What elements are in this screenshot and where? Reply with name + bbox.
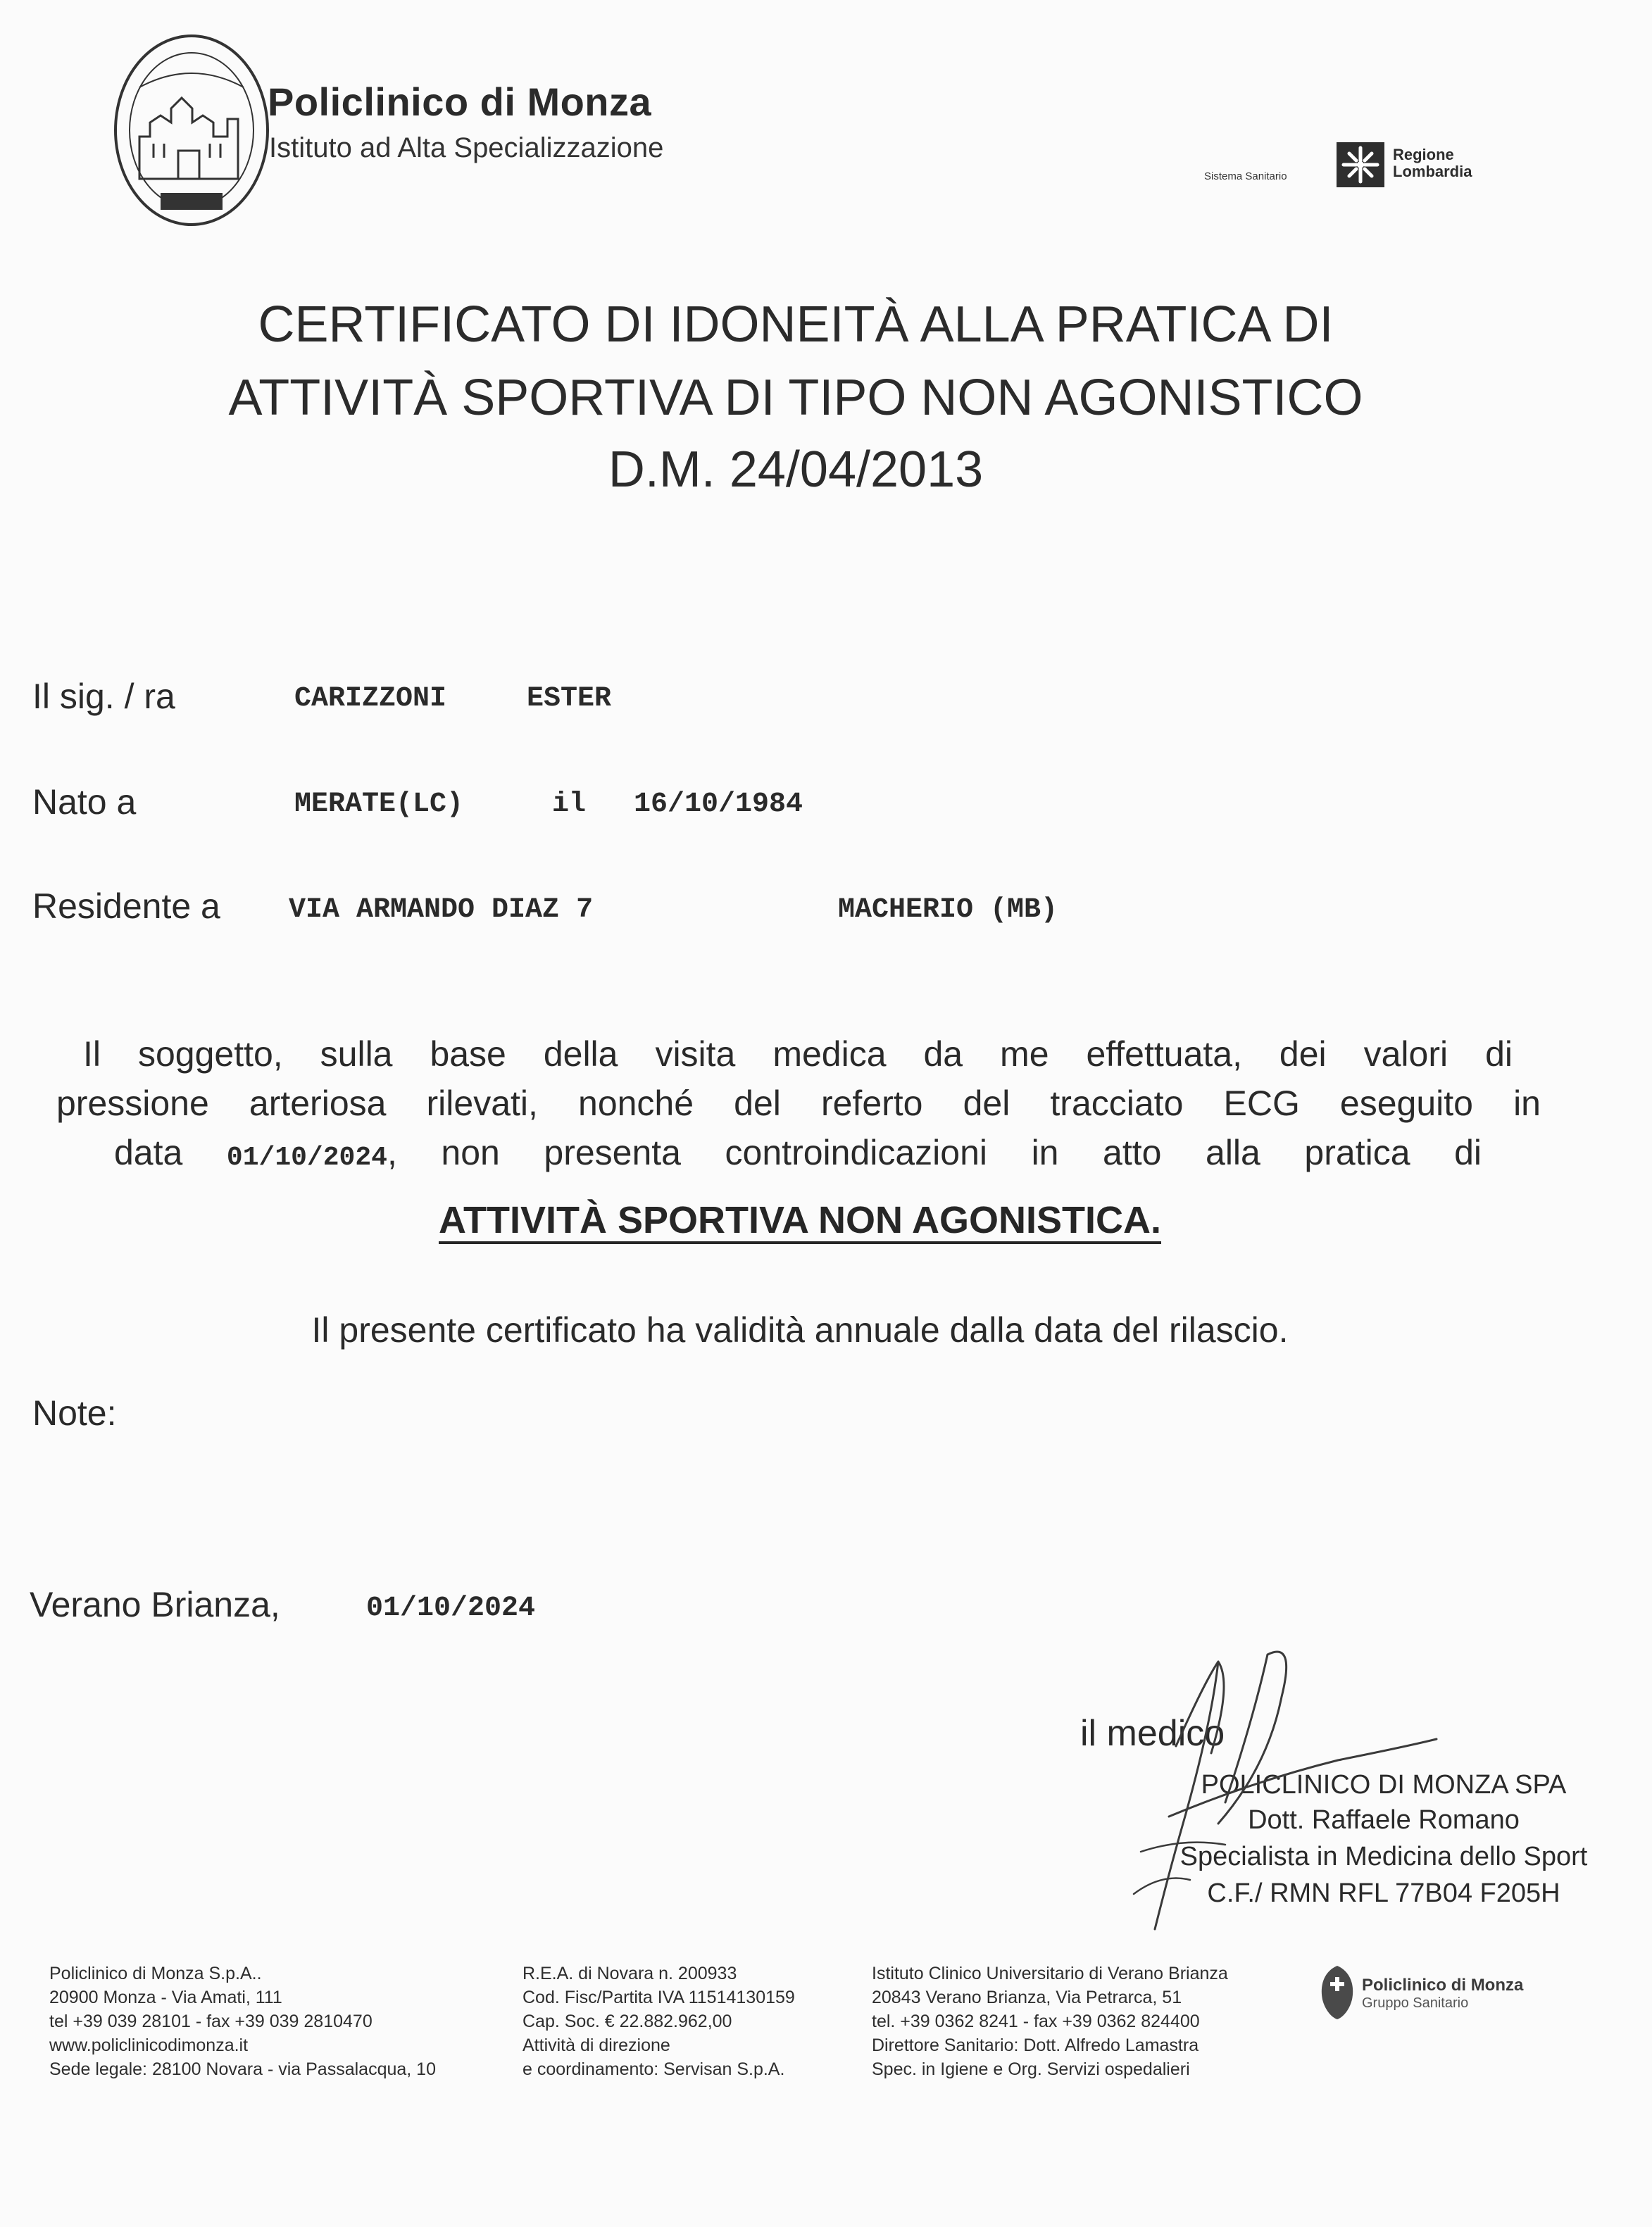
footer-line: Spec. in Igiene e Org. Servizi ospedalieri bbox=[872, 2059, 1190, 2079]
statement-line2: pressione arteriosa rilevati, nonché del referto del tracciato ECG eseguito in bbox=[56, 1084, 1541, 1123]
region-name-line1: Regione bbox=[1393, 146, 1454, 163]
group-logo bbox=[1317, 1957, 1556, 2028]
residence-city: MACHERIO (MB) bbox=[838, 894, 1058, 926]
footer-company-info bbox=[49, 1962, 436, 2081]
certificate-title-line1: CERTIFICATO DI IDONEITÀ ALLA PRATICA DI bbox=[258, 296, 1334, 353]
birth-label: Nato a bbox=[32, 782, 137, 822]
name-label: Il sig. / ra bbox=[32, 677, 175, 716]
activity-type: ATTIVITÀ SPORTIVA NON AGONISTICA. bbox=[439, 1199, 1161, 1241]
residence-label: Residente a bbox=[32, 886, 220, 926]
certificate-title-line2: ATTIVITÀ SPORTIVA DI TIPO NON AGONISTICO bbox=[228, 370, 1363, 426]
footer-line: tel +39 039 28101 - fax +39 039 2810470 bbox=[49, 2012, 373, 2031]
footer-line: R.E.A. di Novara n. 200933 bbox=[522, 1964, 737, 1983]
footer-line: Cap. Soc. € 22.882.962,00 bbox=[522, 2012, 732, 2031]
birth-date: 16/10/1984 bbox=[634, 789, 803, 820]
footer-line: e coordinamento: Servisan S.p.A. bbox=[522, 2059, 785, 2079]
ecg-date: 01/10/2024 bbox=[226, 1143, 387, 1173]
statement-line3-rest: , non presenta controindicazioni in atto alla pratica di bbox=[387, 1133, 1482, 1172]
footer-line: Sede legale: 28100 Novara - via Passalacqua, 10 bbox=[49, 2059, 436, 2079]
group-shield-icon bbox=[1317, 1964, 1358, 2021]
issue-date: 01/10/2024 bbox=[366, 1593, 536, 1624]
statement-line1: Il soggetto, sulla base della visita medica da me effettuata, dei valori di bbox=[83, 1034, 1513, 1074]
patient-surname: CARIZZONI bbox=[294, 683, 447, 715]
region-cross-icon bbox=[1337, 142, 1384, 187]
footer-line: Istituto Clinico Universitario di Verano Brianza bbox=[872, 1964, 1228, 1983]
brand-name: Policlinico di Monza bbox=[268, 80, 652, 124]
brand-subtitle: Istituto ad Alta Specializzazione bbox=[269, 132, 664, 163]
footer-line: 20843 Verano Brianza, Via Petrarca, 51 bbox=[872, 1988, 1182, 2007]
footer-line: 20900 Monza - Via Amati, 111 bbox=[49, 1988, 282, 2007]
doctor-role: il medico bbox=[1080, 1713, 1225, 1754]
hospital-seal-logo bbox=[111, 31, 272, 230]
footer-line: www.policlinicodimonza.it bbox=[49, 2035, 249, 2055]
birth-il: il bbox=[552, 789, 587, 820]
stamp-tax-code: C.F./ RMN RFL 77B04 F205H bbox=[1207, 1878, 1560, 1908]
statement-data-word: data bbox=[114, 1133, 183, 1172]
patient-firstname: ESTER bbox=[527, 683, 612, 715]
stamp-doctor-name: Dott. Raffaele Romano bbox=[1248, 1805, 1520, 1835]
note-label: Note: bbox=[32, 1393, 117, 1433]
certificate-title-line3: D.M. 24/04/2013 bbox=[608, 441, 984, 498]
region-name-line2: Lombardia bbox=[1393, 163, 1472, 180]
validity-statement: Il presente certificato ha validità annuale dalla data del rilascio. bbox=[311, 1310, 1289, 1350]
footer-line: Policlinico di Monza S.p.A.. bbox=[49, 1964, 262, 1983]
footer-line: Attività di direzione bbox=[522, 2035, 670, 2055]
region-system-text: Sistema Sanitario bbox=[1204, 170, 1287, 182]
stamp-company: POLICLINICO DI MONZA SPA bbox=[1201, 1770, 1567, 1800]
footer-registry-info bbox=[522, 1962, 795, 2081]
footer-institute-info bbox=[872, 1962, 1228, 2081]
stamp-specialty: Specialista in Medicina dello Sport bbox=[1179, 1842, 1588, 1871]
region-lombardia-logo bbox=[1204, 141, 1493, 197]
group-name: Policlinico di Monza bbox=[1362, 1976, 1524, 1995]
footer-line: Cod. Fisc/Partita IVA 11514130159 bbox=[522, 1988, 795, 2007]
footer-line: Direttore Sanitario: Dott. Alfredo Lamastra bbox=[872, 2035, 1199, 2055]
statement-line3 bbox=[114, 1132, 1482, 1173]
birth-place: MERATE(LC) bbox=[294, 789, 464, 820]
issue-place: Verano Brianza, bbox=[30, 1585, 280, 1624]
residence-address: VIA ARMANDO DIAZ 7 bbox=[289, 894, 594, 926]
group-subtitle: Gruppo Sanitario bbox=[1362, 1995, 1469, 2011]
footer-line: tel. +39 0362 8241 - fax +39 0362 824400 bbox=[872, 2012, 1200, 2031]
handwritten-signature bbox=[1042, 1641, 1465, 1971]
